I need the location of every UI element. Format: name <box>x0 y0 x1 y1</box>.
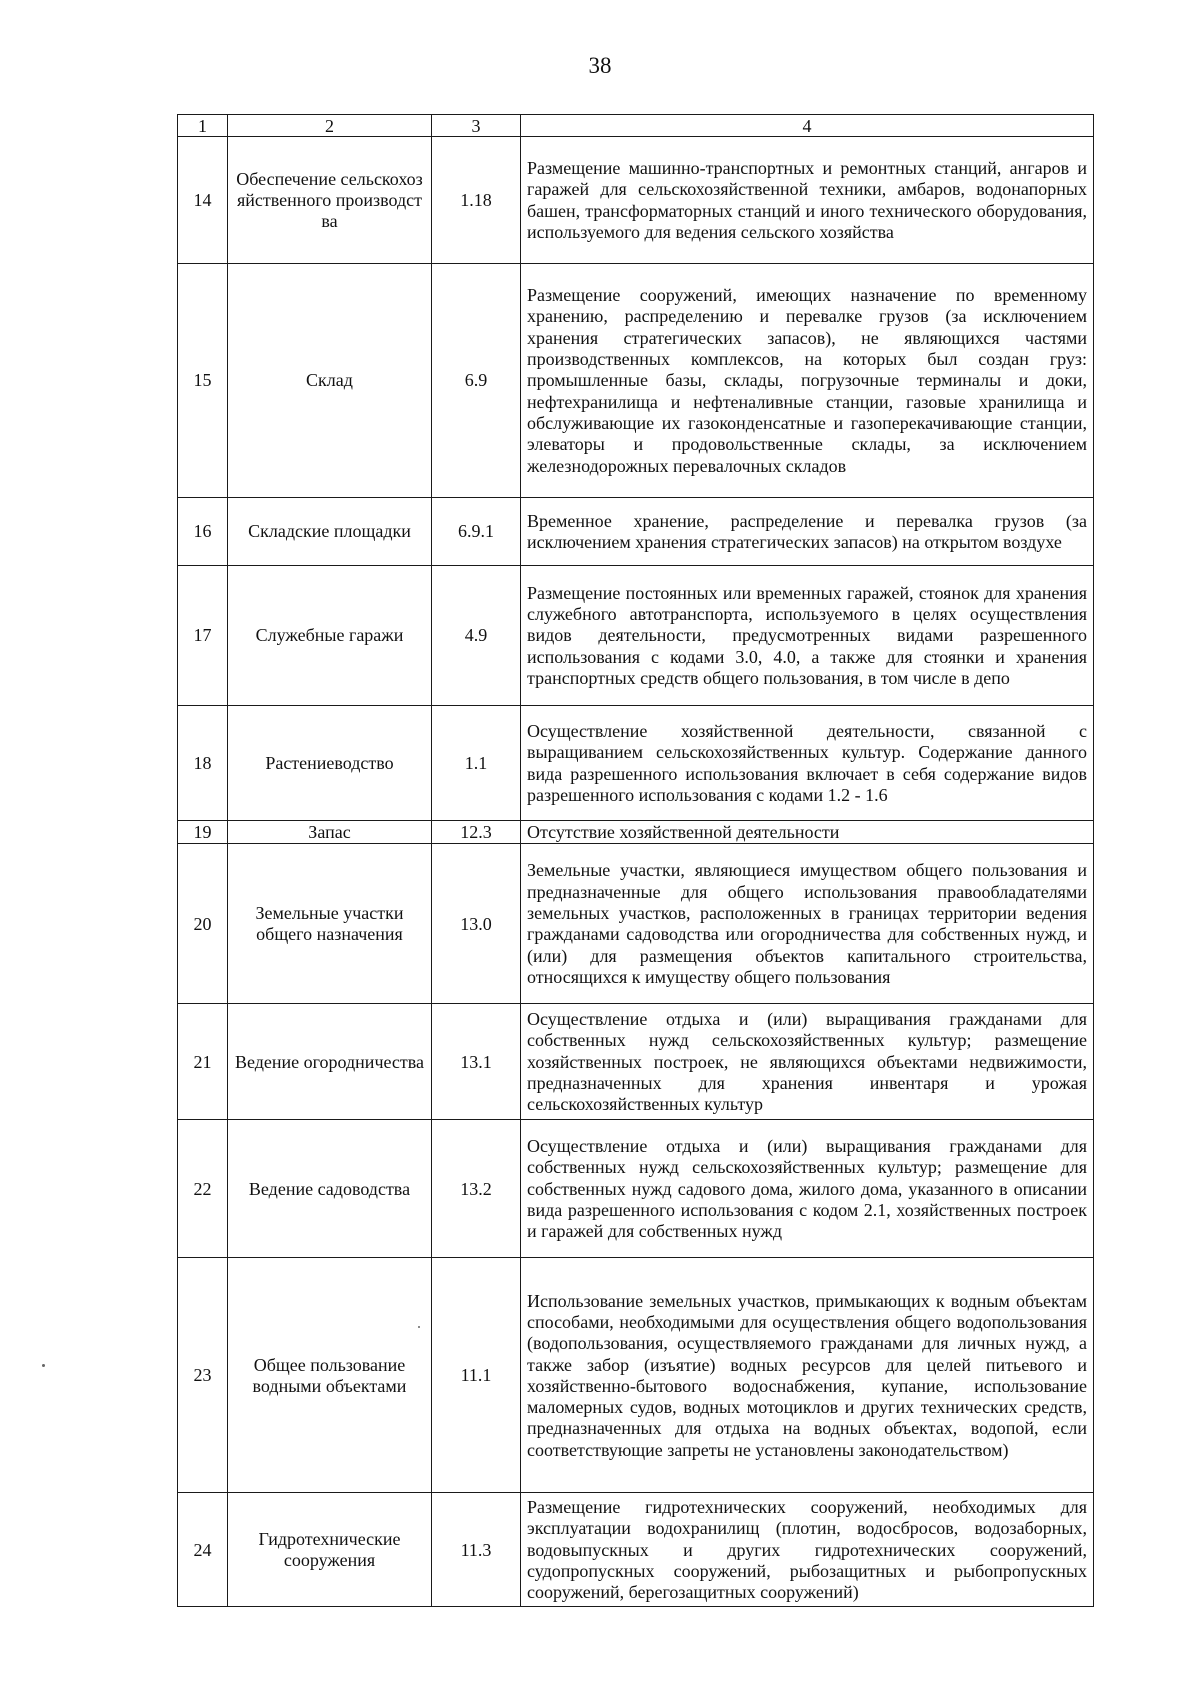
use-type-code: 6.9.1 <box>432 498 521 566</box>
use-type-name: Запас <box>228 821 432 844</box>
table-row <box>178 566 1094 706</box>
use-type-name: Растениеводство <box>228 706 432 821</box>
table-row <box>178 1258 1094 1493</box>
row-number: 15 <box>178 264 228 498</box>
table-row <box>178 706 1094 821</box>
row-number: 20 <box>178 844 228 1004</box>
table-row <box>178 1493 1094 1607</box>
row-number: 18 <box>178 706 228 821</box>
use-type-code: 1.1 <box>432 706 521 821</box>
use-type-description: Размещение постоянных или временных гаражей, стоянок для хранения служебного автотранспорта, используемого в целях осуществления видов деятельности, предусмотренных видами разрешенного использования с кодами 3.0, 4.0, а также для стоянки и хранения транспортных средств общего пользования, в том числе в депо <box>521 566 1094 706</box>
table-row <box>178 821 1094 844</box>
use-type-name: Склад <box>228 264 432 498</box>
use-type-description: Осуществление хозяйственной деятельности, связанной с выращиванием сельскохозяйственных культур. Содержание данного вида разрешенного использования включает в себя содержание видов разрешенного использования с кодами 1.2 - 1.6 <box>521 706 1094 821</box>
row-number: 14 <box>178 137 228 264</box>
row-number: 21 <box>178 1004 228 1120</box>
use-type-description: Земельные участки, являющиеся имуществом общего пользования и предназначенные для общего использования правообладателями земельных участков, расположенных в границах территории ведения гражданами садоводства или огородничества для собственных нужд, и (или) для размещения объектов капитального строительства, относящихся к имуществу общего пользования <box>521 844 1094 1004</box>
use-type-description: Временное хранение, распределение и перевалка грузов (за исключением хранения стратегических запасов) на открытом воздухе <box>521 498 1094 566</box>
row-number: 23 <box>178 1258 228 1493</box>
use-type-description: Размещение машинно-транспортных и ремонтных станций, ангаров и гаражей для сельскохозяйственной техники, амбаров, водонапорных башен, трансформаторных станций и иного технического оборудования, используемого для ведения сельского хозяйства <box>521 137 1094 264</box>
use-type-code: 11.1 <box>432 1258 521 1493</box>
header-cell-2: 2 <box>228 115 432 137</box>
use-type-code: 13.1 <box>432 1004 521 1120</box>
row-number: 17 <box>178 566 228 706</box>
scan-speck <box>418 1326 420 1328</box>
scan-speck <box>42 1364 45 1367</box>
table-row <box>178 1004 1094 1120</box>
table-row <box>178 1120 1094 1258</box>
table-row <box>178 137 1094 264</box>
use-type-code: 4.9 <box>432 566 521 706</box>
use-type-code: 13.0 <box>432 844 521 1004</box>
page-number: 38 <box>588 53 612 78</box>
use-type-description: Осуществление отдыха и (или) выращивания гражданами для собственных нужд сельскохозяйственных культур; размещение для собственных нужд садового дома, жилого дома, указанного в описании вида разрешенного использования с кодом 2.1, хозяйственных построек и гаражей для собственных нужд <box>521 1120 1094 1258</box>
header-cell-4: 4 <box>521 115 1094 137</box>
table-header-row <box>178 115 1094 137</box>
use-type-description: Размещение гидротехнических сооружений, необходимых для эксплуатации водохранилищ (плотин, водосбросов, водозаборных, водовыпускных и других гидротехнических сооружений, судопропускных сооружений, рыбозащитных и рыбопропускных сооружений, берегозащитных сооружений) <box>521 1493 1094 1607</box>
use-type-name: Гидротехнические сооружения <box>228 1493 432 1607</box>
table-row <box>178 264 1094 498</box>
use-type-code: 11.3 <box>432 1493 521 1607</box>
use-type-name: Складские площадки <box>228 498 432 566</box>
land-use-table <box>177 114 1094 1607</box>
row-number: 24 <box>178 1493 228 1607</box>
use-type-description: Использование земельных участков, примыкающих к водным объектам способами, необходимыми для осуществления общего водопользования (водопользования, осуществляемого гражданами для личных нужд, а также забор (изъятие) водных ресурсов для целей питьевого и хозяйственно-бытового водоснабжения, купание, использование маломерных судов, водных мотоциклов и других технических средств, предназначенных для отдыха на водных объектах, водопой, если соответствующие запреты не установлены законодательством) <box>521 1258 1094 1493</box>
use-type-name: Обеспечение сельскохозяйственного производства <box>228 137 432 264</box>
use-type-code: 12.3 <box>432 821 521 844</box>
table-row <box>178 498 1094 566</box>
use-type-name: Земельные участки общего назначения <box>228 844 432 1004</box>
use-type-name: Ведение огородничества <box>228 1004 432 1120</box>
row-number: 19 <box>178 821 228 844</box>
table-row <box>178 844 1094 1004</box>
use-type-description: Осуществление отдыха и (или) выращивания гражданами для собственных нужд сельскохозяйственных культур; размещение хозяйственных построек, не являющихся объектами недвижимости, предназначенных для хранения инвентаря и урожая сельскохозяйственных культур <box>521 1004 1094 1120</box>
use-type-code: 13.2 <box>432 1120 521 1258</box>
use-type-name: Служебные гаражи <box>228 566 432 706</box>
use-type-code: 6.9 <box>432 264 521 498</box>
use-type-description: Отсутствие хозяйственной деятельности <box>521 821 1094 844</box>
use-type-code: 1.18 <box>432 137 521 264</box>
use-type-description: Размещение сооружений, имеющих назначение по временному хранению, распределению и перевалке грузов (за исключением хранения стратегических запасов), не являющихся частями производственных комплексов, на которых был создан груз: промышленные базы, склады, погрузочные терминалы и доки, нефтехранилища и нефтеналивные станции, газовые хранилища и обслуживающие их газоконденсатные и газоперекачивающие станции, элеваторы и продовольственные склады, за исключением железнодорожных перевалочных складов <box>521 264 1094 498</box>
header-cell-3: 3 <box>432 115 521 137</box>
use-type-name: Ведение садоводства <box>228 1120 432 1258</box>
use-type-name: Общее пользование водными объектами <box>228 1258 432 1493</box>
row-number: 22 <box>178 1120 228 1258</box>
header-cell-1: 1 <box>178 115 228 137</box>
row-number: 16 <box>178 498 228 566</box>
